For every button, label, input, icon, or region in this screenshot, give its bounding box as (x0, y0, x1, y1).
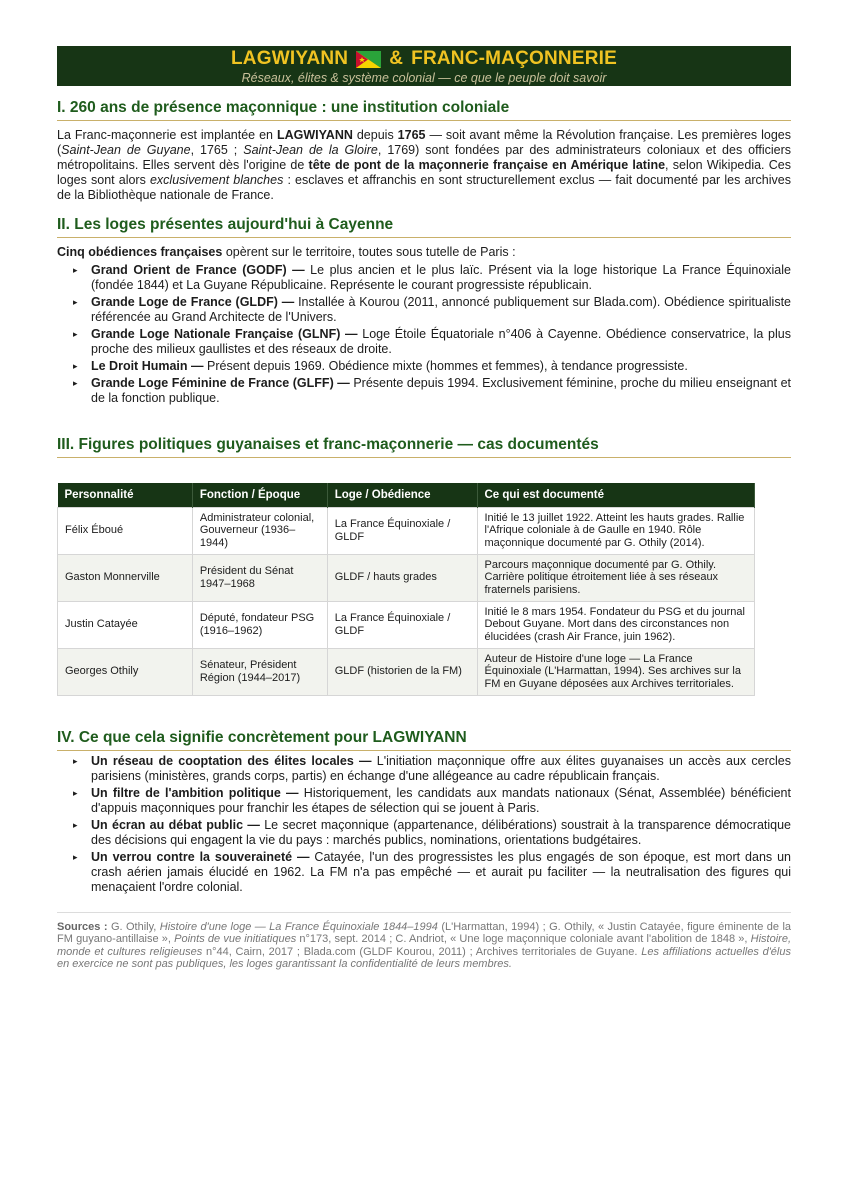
text-segment: exclusivement blanches (149, 173, 284, 187)
list-item-text: Catayée, l'un des progressistes les plus engagés de son époque, est mort dans un crash aérien jamais élucidé en 1962. La FM n'a pas empêché — et aurait pu faciliter — la neutralisation des figures qui menaçaient l'ordre colonial. (91, 849, 791, 894)
list-item-text: Historiquement, les candidats aux mandats nationaux (Sénat, Assemblée) bénéficient d'appuis maçonniques pour franchir les étapes de sélection qui se jouent à Paris. (91, 785, 791, 815)
list-item-text: Le secret maçonnique (appartenance, délibérations) soustrait à la transparence démocratique des décisions qui engagent la vie du pays : marchés publics, nominations, orientations budgétaires. (91, 817, 791, 847)
text-segment: Saint-Jean de Guyane (61, 143, 191, 157)
section-3-heading: III. Figures politiques guyanaises et franc-maçonnerie — cas documentés (57, 436, 791, 458)
section-2-intro-text: opèrent sur le territoire, toutes sous tutelle de Paris : (222, 245, 516, 259)
list-item-text: Installée à Kourou (2011, annoncé publiquement sur Blada.com). Obédience spiritualiste référencée au Grand Architecte de l'Univers. (91, 295, 791, 324)
list-item-title: Grande Loge Féminine de France (GLFF) — (91, 376, 350, 390)
list-item (57, 376, 791, 406)
text-segment: 1765 (397, 128, 426, 142)
table-cell: GLDF (historien de la FM) (327, 648, 477, 695)
table-cell: Président du Sénat 1947–1968 (192, 554, 327, 601)
text-segment: , 1769) sont fondées par des administrateurs coloniaux et des officiers métropolitains. Elles servent dès l'origine de (57, 143, 792, 172)
table-cell: Félix Éboué (58, 507, 193, 554)
obediences-list (57, 263, 791, 406)
table-header-row (58, 483, 755, 507)
table-cell: Justin Catayée (58, 601, 193, 648)
table-cell: Sénateur, Président Région (1944–2017) (192, 648, 327, 695)
text-segment: n°44, Cairn, 2017 ; Blada.com (GLDF Kourou, 2011) ; Archives territoriales de Guyane. (202, 945, 642, 958)
french-guiana-flag-icon (356, 51, 381, 68)
table-cell: Parcours maçonnique documenté par G. Othily. Carrière politique étroitement liée à ses réseaux fraternels parisiens. (477, 554, 755, 601)
text-segment: Points de vue initiatiques (174, 933, 297, 945)
table-row (58, 554, 755, 601)
text-segment: — soit avant même la Révolution française. Les premières loges ( (57, 128, 792, 157)
table-cell: Georges Othily (58, 648, 193, 695)
sources-note (57, 912, 791, 971)
list-item (57, 818, 791, 848)
list-item (57, 786, 791, 816)
bullet-arrow-icon: ▸ (73, 787, 78, 798)
table-cell: Administrateur colonial, Gouverneur (1936–1944) (192, 507, 327, 554)
text-segment: Histoire d'une loge — La France Équinoxiale 1844–1994 (159, 920, 438, 933)
text-segment: Sources : (57, 920, 108, 933)
list-item-title: Grand Orient de France (GODF) — (91, 263, 305, 277)
column-header-personnalite: Personnalité (58, 483, 193, 507)
text-segment: , 1765 ; (190, 143, 244, 157)
bullet-arrow-icon: ▸ (73, 265, 78, 275)
list-item (57, 295, 791, 325)
list-item-text: Loge Étoile Équatoriale n°406 à Cayenne. Obédience conservatrice, la plus proche des milieux gaullistes et des réseaux de droite. (91, 327, 791, 356)
text-segment: Saint-Jean de la Gloire (243, 143, 378, 157)
title-lagwiyann: LAGWIYANN (231, 48, 349, 69)
section-4-heading: IV. Ce que cela signifie concrètement pour LAGWIYANN (57, 729, 791, 751)
document-subtitle: Réseaux, élites & système colonial — ce que le peuple doit savoir (241, 71, 607, 85)
list-item-title: Le Droit Humain — (91, 359, 204, 373)
title-ampersand: & (389, 48, 404, 69)
list-item (57, 754, 791, 784)
text-segment: G. Othily, (107, 920, 160, 933)
table-cell: La France Équinoxiale / GLDF (327, 601, 477, 648)
bullet-arrow-icon: ▸ (73, 755, 78, 766)
column-header-loge: Loge / Obédience (327, 483, 477, 507)
table-row (58, 507, 755, 554)
table-row (58, 601, 755, 648)
section-1-paragraph (57, 128, 791, 203)
table-cell: Initié le 8 mars 1954. Fondateur du PSG et du journal Debout Guyane. Mort dans des circonstances non élucidées (crash Air France, juin 1962). (477, 601, 755, 648)
document-title (57, 48, 791, 70)
text-segment: depuis (352, 128, 398, 142)
list-item (57, 850, 791, 895)
title-franc-maconnerie: FRANC-MAÇONNERIE (411, 48, 617, 69)
table-cell: Auteur de Histoire d'une loge — La France Équinoxiale (L'Harmattan, 1994). Ses archives sur la FM en Guyane déposées aux Archives territoriales. (477, 648, 755, 695)
list-item-text: Le plus ancien et le plus laïc. Présent via la loge historique La France Équinoxiale (fondée 1844) et La Guyane Républicaine. Représente le courant progressiste républicain. (91, 263, 791, 292)
implications-list (57, 754, 791, 895)
text-segment: (L'Harmattan, 1994) ; G. Othily, « Justin Catayée, figure éminente de la FM guyano-antillaise », (57, 920, 792, 945)
text-segment: : esclaves et affranchis en sont structurellement exclus — fait documenté par les archives de la Bibliothèque nationale de France. (57, 173, 791, 202)
figures-table (57, 483, 755, 696)
table-cell: Gaston Monnerville (58, 554, 193, 601)
text-segment: tête de pont de la maçonnerie française en Amérique latine (308, 158, 666, 172)
document-page (57, 46, 791, 971)
bullet-arrow-icon: ▸ (73, 297, 78, 307)
bullet-arrow-icon: ▸ (73, 851, 78, 862)
table-cell: La France Équinoxiale / GLDF (327, 507, 477, 554)
table-cell: Initié le 13 juillet 1922. Atteint les hauts grades. Rallie l'Afrique coloniale à de Gaulle en 1940. Rôle maçonnique documenté par G. Othily (2014). (477, 507, 755, 554)
list-item (57, 359, 791, 374)
text-segment: La Franc-maçonnerie est implantée en (57, 128, 277, 142)
column-header-documente: Ce qui est documenté (477, 483, 755, 507)
title-banner (57, 46, 791, 86)
text-segment: LAGWIYANN (276, 128, 353, 142)
bullet-arrow-icon: ▸ (73, 819, 78, 830)
list-item-text: Présent depuis 1969. Obédience mixte (hommes et femmes), à tendance progressiste. (203, 359, 688, 373)
section-2-heading: II. Les loges présentes aujourd'hui à Cayenne (57, 216, 791, 238)
table-cell: Député, fondateur PSG (1916–1962) (192, 601, 327, 648)
table-cell: GLDF / hauts grades (327, 554, 477, 601)
text-segment: n°173, sept. 2014 ; C. Andriot, « Une loge maçonnique coloniale avant l'abolition de 1848 », (296, 933, 751, 945)
section-1-heading: I. 260 ans de présence maçonnique : une institution coloniale (57, 99, 791, 121)
bullet-arrow-icon: ▸ (73, 329, 78, 339)
section-2-intro (57, 245, 791, 260)
text-segment: Les affiliations actuelles d'élus en exercice ne sont pas publiques, les loges garantissant la confidentialité de leurs membres. (57, 945, 791, 970)
bullet-arrow-icon: ▸ (73, 378, 78, 388)
list-item-title: Grande Loge de France (GLDF) — (91, 295, 295, 309)
text-segment: , selon Wikipedia. Ces loges sont alors (57, 158, 791, 187)
section-2-intro-bold: Cinq obédiences françaises (57, 245, 223, 259)
column-header-fonction: Fonction / Époque (192, 483, 327, 507)
list-item-title: Un filtre de l'ambition politique — (91, 785, 299, 800)
list-item-text: Présente depuis 1994. Exclusivement féminine, proche du milieu enseignant et de la fonction publique. (91, 376, 791, 405)
list-item (57, 263, 791, 293)
list-item-title: Un écran au débat public — (91, 817, 260, 832)
text-segment: Histoire, monde et cultures religieuses (57, 933, 791, 958)
table-row (58, 648, 755, 695)
list-item-title: Un réseau de cooptation des élites locales — (91, 753, 372, 768)
list-item-title: Un verrou contre la souveraineté — (91, 849, 310, 864)
list-item (57, 327, 791, 357)
list-item-title: Grande Loge Nationale Française (GLNF) — (91, 327, 358, 341)
list-item-text: L'initiation maçonnique offre aux élites guyanaises un accès aux cercles parisiens (ministères, grands corps, partis) en échange d'une allégeance au cadre républicain français. (91, 753, 791, 783)
bullet-arrow-icon: ▸ (73, 361, 78, 371)
